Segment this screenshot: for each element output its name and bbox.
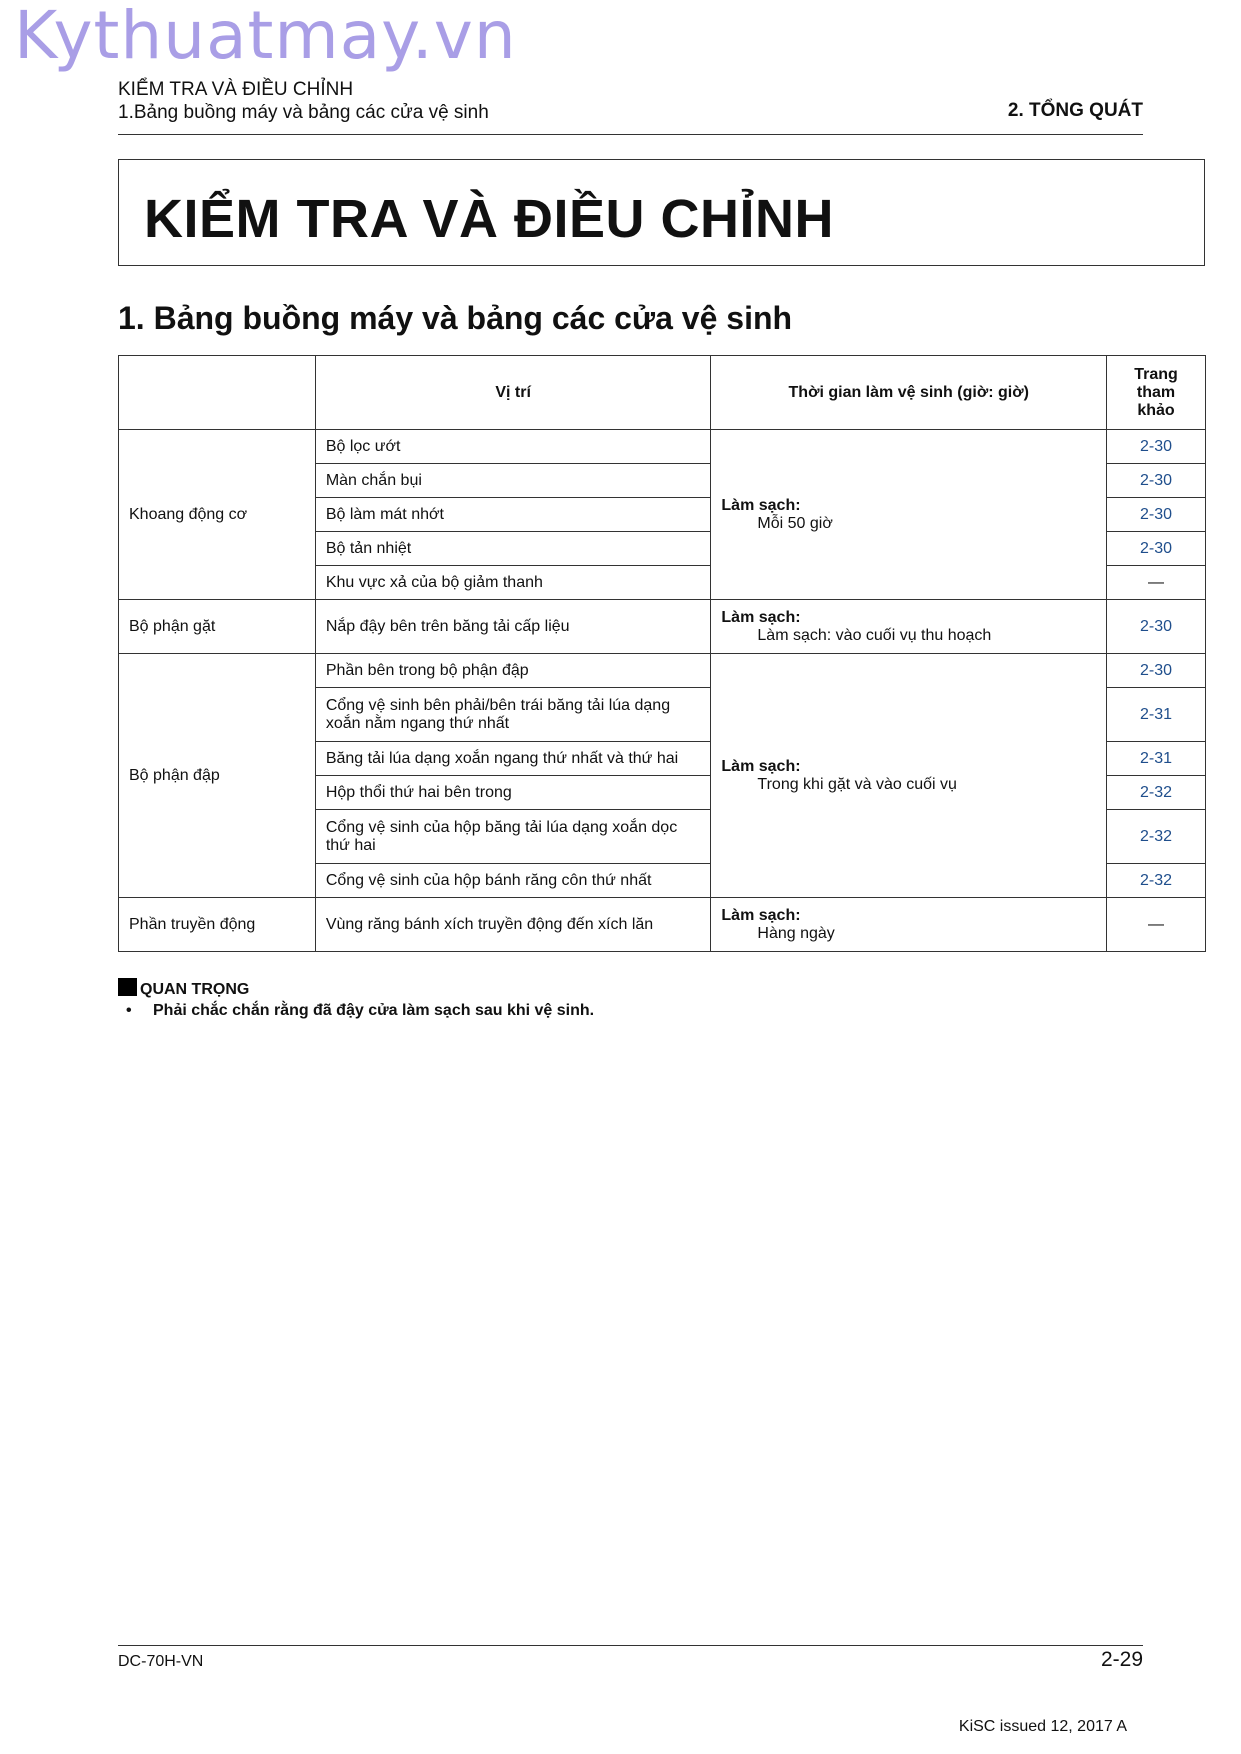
important-square-icon — [118, 978, 137, 996]
page-number: 2-29 — [1100, 1648, 1143, 1671]
issued-label: KiSC issued 12, 2017 A — [958, 1718, 1127, 1735]
bullet-symbol: • — [126, 1002, 132, 1019]
header-time: Thời gian làm vệ sinh (giờ: giờ) — [711, 356, 1107, 430]
footer-divider — [118, 1645, 1143, 1646]
table-row — [119, 654, 1206, 688]
reference-link[interactable]: 2-32 — [1107, 864, 1206, 898]
table-row — [119, 600, 1206, 654]
position-cell: Cổng vệ sinh bên phải/bên trái băng tải lúa dạng xoắn nằm ngang thứ nhất — [315, 688, 711, 742]
time-label: Làm sạch: — [721, 496, 801, 514]
table-header-row — [119, 356, 1206, 430]
time-value: Mỗi 50 giờ — [757, 514, 833, 532]
category-cell: Bộ phận đập — [119, 654, 316, 898]
position-cell: Nắp đậy bên trên băng tải cấp liệu — [315, 600, 711, 654]
time-cell — [711, 654, 1107, 898]
reference-link[interactable]: 2-30 — [1107, 532, 1206, 566]
time-cell — [711, 600, 1107, 654]
title-box — [118, 159, 1205, 266]
footer-model: DC-70H-VN — [118, 1653, 204, 1670]
time-value: Làm sạch: vào cuối vụ thu hoạch — [757, 626, 992, 644]
reference-link[interactable]: 2-30 — [1107, 498, 1206, 532]
position-cell: Cổng vệ sinh của hộp băng tải lúa dạng xoắn dọc thứ hai — [315, 810, 711, 864]
position-cell: Vùng răng bánh xích truyền động đến xích lăn — [315, 898, 711, 952]
time-label: Làm sạch: — [721, 906, 801, 924]
category-cell: Bộ phận gặt — [119, 600, 316, 654]
page-title: KIỂM TRA VÀ ĐIỀU CHỈNH — [144, 189, 835, 249]
header-reference — [1107, 356, 1206, 430]
category-cell: Khoang động cơ — [119, 430, 316, 600]
reference-link[interactable]: 2-30 — [1107, 464, 1206, 498]
reference-link[interactable]: 2-32 — [1107, 776, 1206, 810]
time-label: Làm sạch: — [721, 757, 801, 775]
header-reference-line: tham — [1136, 383, 1176, 401]
position-cell: Cổng vệ sinh của hộp bánh răng côn thứ nhất — [315, 864, 711, 898]
position-cell: Bộ tản nhiệt — [315, 532, 711, 566]
time-cell — [711, 430, 1107, 600]
header-reference-line: Trang — [1134, 365, 1178, 383]
table-row — [119, 898, 1206, 952]
header-reference-line: khảo — [1137, 401, 1175, 419]
position-cell: Hộp thổi thứ hai bên trong — [315, 776, 711, 810]
running-header-chapter-title: KIỂM TRA VÀ ĐIỀU CHỈNH — [118, 79, 354, 100]
important-bullet — [118, 1002, 594, 1020]
watermark: Kythuatmay.vn — [14, 0, 517, 74]
reference-link[interactable]: 2-32 — [1107, 810, 1206, 864]
running-header — [118, 78, 489, 124]
header-position: Vị trí — [315, 356, 711, 430]
time-value: Trong khi gặt và vào cuối vụ — [757, 775, 957, 793]
cleaning-table — [118, 355, 1206, 952]
position-cell: Bộ lọc ướt — [315, 430, 711, 464]
reference-none: — — [1107, 566, 1206, 600]
time-value: Hàng ngày — [757, 924, 835, 942]
chapter-label: 2. TỔNG QUÁT — [1007, 100, 1143, 121]
important-note — [118, 978, 594, 1020]
table-row — [119, 430, 1206, 464]
important-bullet-text: Phải chắc chắn rằng đã đậy cửa làm sạch sau khi vệ sinh. — [153, 1002, 595, 1019]
reference-link[interactable]: 2-30 — [1107, 430, 1206, 464]
header-category — [119, 356, 316, 430]
reference-link[interactable]: 2-30 — [1107, 654, 1206, 688]
position-cell: Băng tải lúa dạng xoắn ngang thứ nhất và thứ hai — [315, 742, 711, 776]
position-cell: Khu vực xả của bộ giảm thanh — [315, 566, 711, 600]
reference-none: — — [1107, 898, 1206, 952]
position-cell: Bộ làm mát nhớt — [315, 498, 711, 532]
reference-link[interactable]: 2-31 — [1107, 688, 1206, 742]
reference-link[interactable]: 2-31 — [1107, 742, 1206, 776]
header-divider — [118, 134, 1143, 135]
section-title: 1. Bảng buồng máy và bảng các cửa vệ sinh — [118, 300, 793, 336]
position-cell: Màn chắn bụi — [315, 464, 711, 498]
reference-link[interactable]: 2-30 — [1107, 600, 1206, 654]
important-heading: QUAN TRỌNG — [140, 981, 250, 998]
time-cell — [711, 898, 1107, 952]
position-cell: Phần bên trong bộ phận đập — [315, 654, 711, 688]
running-header-section-title: 1.Bảng buồng máy và bảng các cửa vệ sinh — [118, 102, 489, 123]
category-cell: Phần truyền động — [119, 898, 316, 952]
time-label: Làm sạch: — [721, 608, 801, 626]
